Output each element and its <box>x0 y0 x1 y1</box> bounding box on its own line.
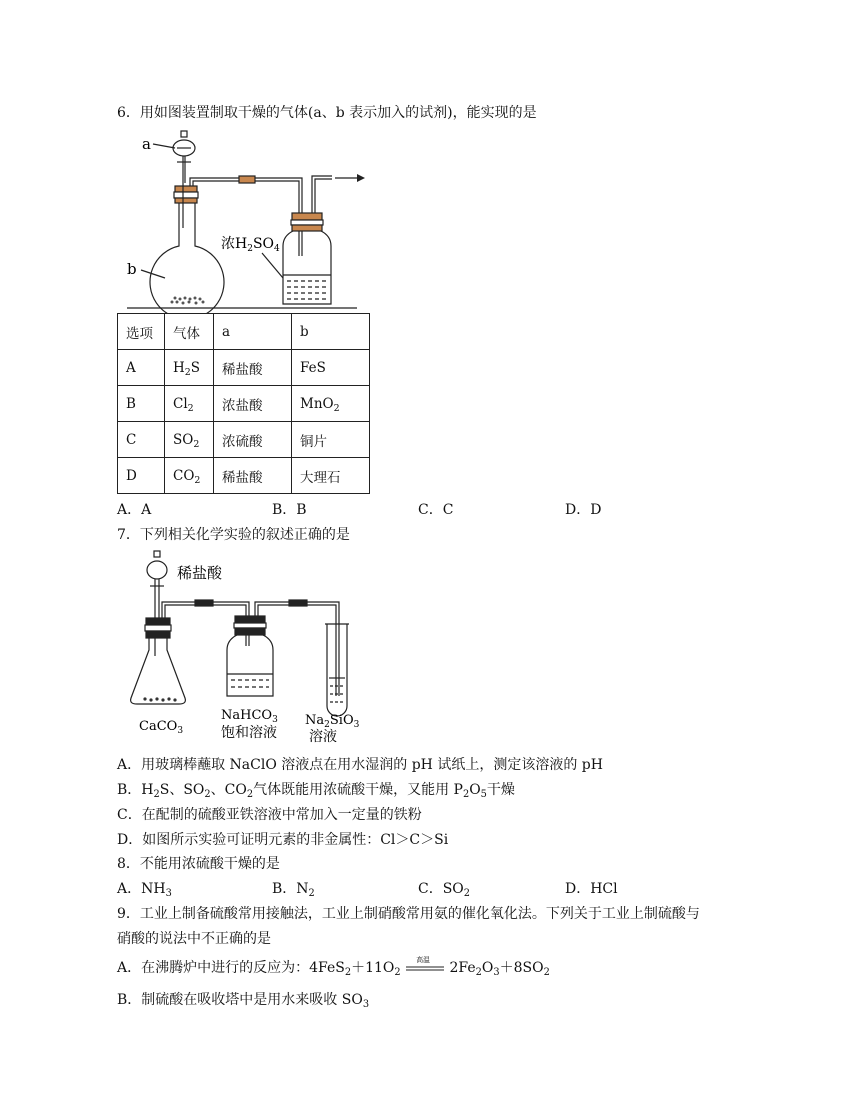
table-row <box>118 350 370 386</box>
q7-stem: 7．下列相关化学实验的叙述正确的是 <box>117 527 350 543</box>
option-cell: D <box>118 458 165 494</box>
table-row <box>118 422 370 458</box>
q7-choice-b[interactable]: B．$H_2S$、$SO_2$、$CO_2$气体既能用浓硫酸干燥，又能用 $P_2O_5$干燥 <box>117 782 515 800</box>
reaction-arrow <box>405 956 445 975</box>
condition-high-temp: 高温 <box>416 956 431 964</box>
header-cell: 选项 <box>118 314 165 350</box>
gas-cell: $Cl_2$ <box>165 386 214 422</box>
option-cell: A <box>118 350 165 386</box>
q7-apparatus-figure <box>117 546 377 746</box>
reagent-a-cell: 稀盐酸 <box>214 350 292 386</box>
q6-choice-c[interactable]: C．C <box>418 502 454 518</box>
q8-stem: 8．不能用浓硫酸干燥的是 <box>117 856 280 872</box>
q6-choice-a[interactable]: A．A <box>117 502 152 518</box>
label-saturated-solution: 饱和溶液 <box>221 725 277 741</box>
label-solution: 溶液 <box>309 729 337 745</box>
q7-choice-c[interactable]: C．在配制的硫酸亚铁溶液中常加入一定量的铁粉 <box>117 807 422 823</box>
q9-choice-a[interactable]: A．在沸腾炉中进行的反应为：$4FeS_2+11O_2$ 高温 $2Fe_2O_3+8SO_2$ <box>117 956 550 978</box>
gas-cell: $H_2S$ <box>165 350 214 386</box>
header-cell: b <box>292 314 370 350</box>
reagent-b-cell: FeS <box>292 350 370 386</box>
label-nahco3: NaHCO$_3$ <box>221 708 278 725</box>
q6-choice-d[interactable]: D．D <box>565 502 602 518</box>
table-header-row <box>118 314 370 350</box>
gas-cell: $SO_2$ <box>165 422 214 458</box>
label-dilute-hcl: 稀盐酸 <box>177 564 223 582</box>
reagent-a-cell: 稀盐酸 <box>214 458 292 494</box>
reagent-b-cell: 铜片 <box>292 422 370 458</box>
reagent-a-cell: 浓盐酸 <box>214 386 292 422</box>
header-cell: 气体 <box>165 314 214 350</box>
q8-choice-b[interactable]: B．$N_2$ <box>272 881 315 899</box>
reagent-b-cell: MnO$_2$ <box>292 386 370 422</box>
option-cell: C <box>118 422 165 458</box>
label-conc-h2so4: 浓$H_2SO_4$ <box>221 236 280 254</box>
q9-stem-line1: 9．工业上制备硫酸常用接触法，工业上制硝酸常用氨的催化氧化法。下列关于工业上制硫酸与 <box>117 906 700 922</box>
reagent-a-cell: 浓硫酸 <box>214 422 292 458</box>
q6-apparatus-figure <box>117 128 377 313</box>
q7-choice-d[interactable]: D．如图所示实验可证明元素的非金属性：Cl＞C＞Si <box>117 832 449 848</box>
q6-options-table <box>117 313 370 494</box>
option-cell: B <box>118 386 165 422</box>
header-cell: a <box>214 314 292 350</box>
q6-choice-b[interactable]: B．B <box>272 502 307 518</box>
q6-stem: 6．用如图装置制取干燥的气体(a、b 表示加入的试剂)，能实现的是 <box>117 105 537 121</box>
reagent-b-cell: 大理石 <box>292 458 370 494</box>
q9-choice-b[interactable]: B．制硫酸在吸收塔中是用水来吸收 $SO_3$ <box>117 992 370 1010</box>
label-a: a <box>142 135 151 153</box>
q8-choice-c[interactable]: C．$SO_2$ <box>418 881 471 899</box>
table-row <box>118 386 370 422</box>
gas-cell: $CO_2$ <box>165 458 214 494</box>
q7-choice-a[interactable]: A．用玻璃棒蘸取 NaClO 溶液点在用水湿润的 pH 试纸上，测定该溶液的 pH <box>117 757 603 773</box>
q9-stem-line2: 硝酸的说法中不正确的是 <box>117 931 271 947</box>
label-na2sio3: $Na_2SiO_3$ <box>305 713 360 730</box>
equilibrium-arrow-icon <box>405 961 445 975</box>
q8-choice-a[interactable]: A．$NH_3$ <box>117 881 172 899</box>
q8-choice-d[interactable]: D．HCl <box>565 881 618 897</box>
label-caco3: CaCO$_3$ <box>139 719 184 736</box>
label-b: b <box>127 260 137 278</box>
table-row <box>118 458 370 494</box>
